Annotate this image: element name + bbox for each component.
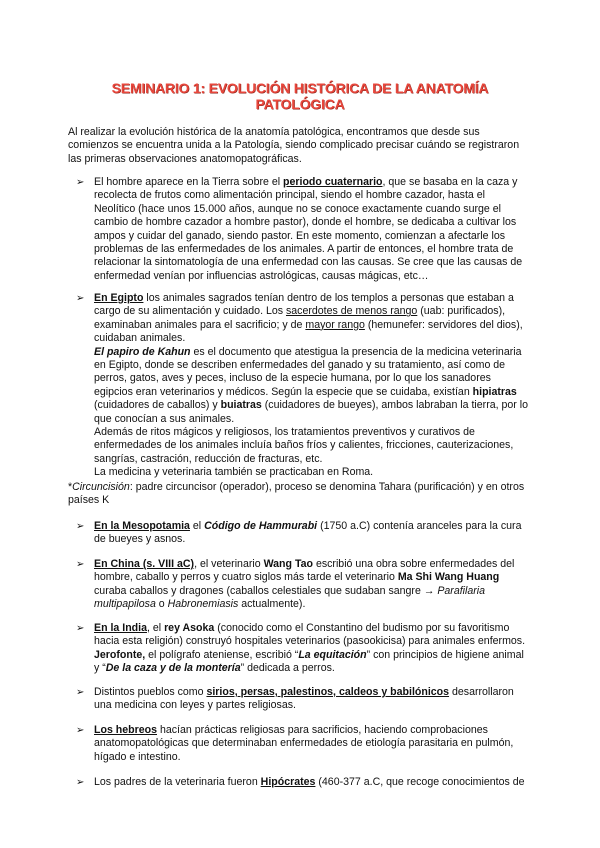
bullet-arrow-icon: ➢ (76, 293, 85, 304)
page-title (60, 80, 540, 112)
bullet-hippocrates: Los padres de la veterinaria fueron Hipócrates (460-377 a.C, que recoge conocimientos de (94, 776, 525, 788)
bullet-arrow-icon: ➢ (76, 521, 85, 532)
bullet-arrow-icon: ➢ (76, 623, 85, 634)
bullet-arrow-icon: ➢ (76, 777, 85, 788)
bullet-arrow-icon: ➢ (76, 687, 85, 698)
intro-paragraph: Al realizar la evolución histórica de la anatomía patológica, encontramos que desde sus comienzos se encuentra unida a la Patología, siendo complicado precisar cuándo se registraron las primeras observaciones anatomopatográficas. (68, 126, 520, 165)
bullet-hebrews: Los hebreos hacían prácticas religiosas para sacrificios, haciendo comprobaciones anatomopatológicas que determinaban enfermedades de etiología parasitaria en pulmón, hígado e intestino. (94, 724, 514, 763)
bullet-prehistory: El hombre aparece en la Tierra sobre el periodo cuaternario, que se basaba en la caza y recolecta de frutos como alimentación principal, siendo el hombre cazador, hasta el Neolítico (hace unos 15.000 años, aunque no se conoce exactamente cuando surge el cambio de hombre cazador a hombre pastor), donde el hombre, se dedicaba a cultivar los ampos y cuidar del ganado, siendo pastor. En este momento, comienzan a afectarle los problemas de las enfermedades de los animales. A partir de entonces, el hombre trata de relacionar la sintomatología de una enfermedad con las causas. Se cree que las causas de enfermedad venían por influencias astrológicas, causas mágicas, etc… (94, 176, 523, 282)
bullet-arrow-icon: ➢ (76, 559, 85, 570)
bullet-india: En la India, el rey Asoka (conocido como el Constantino del budismo por su favoritismo hacia esta religión) construyó hospitales veterinarios (pasookicisa) para animales enfermos. Jerofonte, el polígrafo ateniense, escribió “La equitación” con principios de higiene animal y “De la caza y de la montería” dedicada a perros. (94, 622, 526, 675)
title-line-1: SEMINARIO 1: EVOLUCIÓN HISTÓRICA DE LA ANATOMÍA (111, 80, 489, 96)
bullet-arrow-icon: ➢ (76, 725, 85, 736)
circumcision-note: *Circuncisión: padre circuncisor (operador), proceso se denomina Tahara (purificación) y en otros países K (68, 481, 525, 507)
bullet-peoples: Distintos pueblos como sirios, persas, palestinos, caldeos y babilónicos desarrollaron una medicina con leyes y partes religiosas. (94, 686, 514, 712)
bullet-egypt: En Egipto los animales sagrados tenían dentro de los templos a personas que estaban a cargo de su alimentación y cuidado. Los sacerdotes de menos rango (uab: purificados), examinaban animales para el sacrificio; y de mayor rango (hemunefer: servidores del dios), cuidaban animales. El papiro de Kahun es el documento que atestigua la presencia de la medicina veterinaria en Egipto, donde se describen enfermedades del ganado y su tratamiento, así como de perros, gatos, aves y peces, incluso de la especie humana, por lo que los sanadores egipcios eran veterinarios y médicos. Según la especie que se cuidaba, existían hipiatras (cuidadores de caballos) y buiatras (cuidadores de bueyes), ambos labraban la tierra, por lo que conocían a sus animales. Además de ritos mágicos y religiosos, los tratamientos preventivos y curativos de enfermedades de los animales incluía baños fríos y calientes, fricciones, cauterizaciones, sangrías, castración, reducción de fracturas, etc. La medicina y veterinaria también se practicaban en Roma. (94, 292, 528, 479)
bullet-china: En China (s. VIII aC), el veterinario Wang Tao escribió una obra sobre enfermedades del hombre, caballo y perros y cuatro siglos más tarde el veterinario Ma Shi Wang Huang curaba caballos y dragones (caballos celestiales que sudaban sangre → Parafilaria multipapilosa o Habronemiasis actualmente). (94, 558, 515, 611)
bullet-mesopotamia: En la Mesopotamia el Código de Hammurabi (1750 a.C) contenía aranceles para la cura de bueyes y asnos. (94, 520, 522, 546)
title-line-2: PATOLÓGICA (255, 96, 345, 112)
bullet-arrow-icon: ➢ (76, 177, 85, 188)
